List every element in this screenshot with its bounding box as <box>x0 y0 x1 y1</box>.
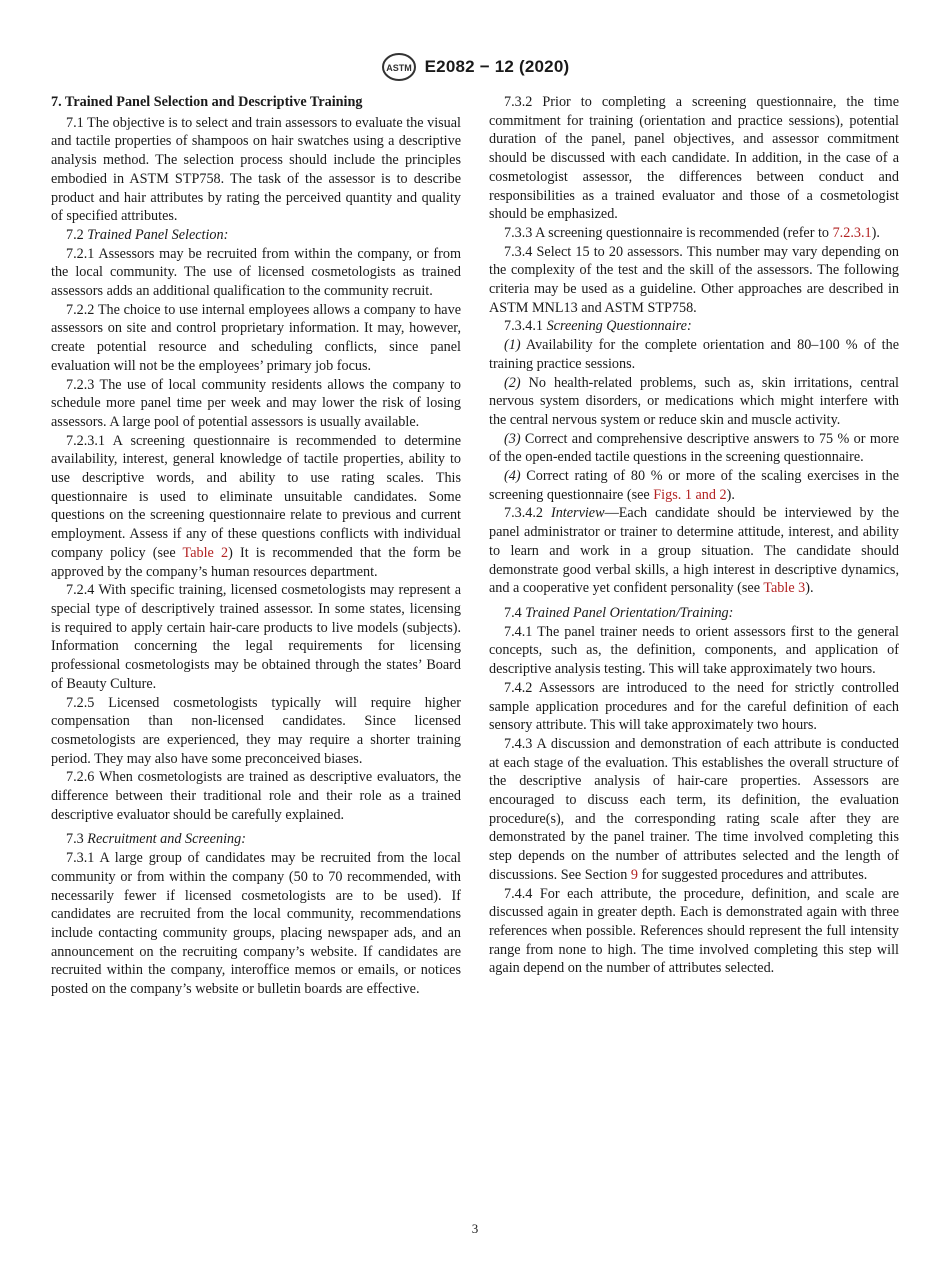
paragraph-text: —Each candidate should be interviewed by the panel administrator or trainer to determine attitude, interest, and ability to learn and work in a group situation. The candidate should demonstrate good verbal skills, a high interest in descriptive dynamics, and a cooperative yet confident personality (see <box>489 505 899 597</box>
paragraph <box>489 243 899 318</box>
paragraph <box>51 114 461 226</box>
paragraph-text: 7.3.2 Prior to completing a screening questionnaire, the time commitment for training (orientation and practice sessions), potential duration of the panel, panel objectives, and assessor commitment should be discussed with each candidate. In addition, in the case of a cosmetologist assessor, the differences between conduct and responsibilities as a trained evaluator and those of a cosmetologist should be emphasized. <box>489 94 899 223</box>
paragraph <box>489 623 899 679</box>
paragraph-text: 7.2.1 Assessors may be recruited from within the company, or from the local community. The use of licensed cosmetologists as trained assessors adds an additional qualification to the community recruit. <box>51 245 461 300</box>
paragraph-text: ). <box>871 224 880 241</box>
italic-heading: Screening Questionnaire: <box>546 318 692 335</box>
paragraph <box>489 317 899 336</box>
paragraph <box>51 768 461 824</box>
paragraph-text: ) It is recommended that the form be approved by the company’s human resources department. <box>51 544 461 580</box>
paragraph <box>489 604 899 623</box>
italic-heading: Trained Panel Selection: <box>87 226 229 243</box>
paragraph-text: 7.2.2 The choice to use internal employees allows a company to have assessors on site and control proprietary information. It may, however, create potential resource and scheduling conflicts, since panel evaluation will not be the employees’ primary job focus. <box>51 301 461 374</box>
italic-heading: Trained Panel Orientation/Training: <box>525 604 734 621</box>
paragraph <box>51 245 461 301</box>
paragraph <box>489 93 899 224</box>
paragraph <box>489 430 899 467</box>
paragraph-text: 7.2.4 With specific training, licensed cosmetologists may represent a special type of descriptively trained assessor. In some states, licensing is required to apply certain hair-care products to live models (subjects). Information concerning the legal requirements for licensing professional cosmetologists may be obtained through the states’ Board of Beauty Culture. <box>51 582 461 692</box>
astm-logo-icon <box>381 52 417 82</box>
paragraph-text: Availability for the complete orientation and 80–100 % of the training practice sessions. <box>489 337 899 372</box>
paragraph-text: for suggested procedures and attributes. <box>637 866 868 883</box>
paragraph-text: No health-related problems, such as, skin irritations, central nervous system disorders, or medications which might interfere with the central nervous system or reduce skin and muscle activity. <box>489 374 899 428</box>
paragraph <box>489 679 899 735</box>
paragraph-text: 7.4.2 Assessors are introduced to the need for strictly controlled sample application procedures and for the careful definition of each sensory attribute. This will take approximately two hours. <box>489 679 899 734</box>
paragraph <box>51 301 461 376</box>
paragraph-text: 7.3.4 Select 15 to 20 assessors. This number may vary depending on the complexity of the test and the skill of the assessors. The following criteria may be used as a guideline. Other approaches are described in ASTM MNL13 and ASTM STP758. <box>489 243 899 316</box>
cross-reference-link[interactable]: Figs. 1 and 2 <box>653 486 727 503</box>
paragraph-text: 7.3.3 A screening questionnaire is recommended (refer to <box>504 224 833 241</box>
paragraph-text: 7.2.5 Licensed cosmetologists typically will require higher compensation than non-licensed candidates. Since licensed cosmetologists are experienced, they may require a shorter training period. They may also have some preconceived biases. <box>51 694 461 767</box>
paragraph <box>51 581 461 693</box>
paragraph-text: 7.3.1 A large group of candidates may be recruited from the local community or from within the company (50 to 70 recommended, with necessarily fewer if licensed cosmetologists are to be used). If candidates are recruited from the local community, recommendations include contacting community groups, placing newspaper ads, and an announcement on the recruiting company’s website. If candidates are recruited within the company, interoffice memos or emails, or notices posted on the company’s website or bulletin boards are effective. <box>51 850 461 998</box>
paragraph <box>489 504 899 598</box>
paragraph <box>489 336 899 373</box>
paragraph <box>51 376 461 432</box>
paragraph <box>489 374 899 430</box>
page-number: 3 <box>471 1221 479 1236</box>
italic-heading: Recruitment and Screening: <box>87 831 246 848</box>
cross-reference-link[interactable]: 7.2.3.1 <box>832 224 872 241</box>
paragraph <box>489 885 899 979</box>
paragraph-text: 7.4.4 For each attribute, the procedure, definition, and scale are discussed again in greater depth. Each is demonstrated again with three references when possible. References should represent the full intensity range from none to high. The time involved completing this step will again depend on the number of attributes selected. <box>489 885 899 977</box>
paragraph-text: 7.2.3 The use of local community residents allows the company to schedule more panel time per week and may lower the risk of losing assessors. A large pool of potential assessors is usually available. <box>51 376 461 430</box>
paragraph <box>51 694 461 769</box>
list-marker: (3) <box>504 430 521 447</box>
list-marker: (1) <box>504 337 521 354</box>
paragraph-number: 7.3.4.2 <box>504 505 544 522</box>
paragraph-text: 7.4.3 A discussion and demonstration of each attribute is conducted at each stage of the evaluation. This establishes the overall structure of the descriptive analysis of hair-care properties. Assessors are encouraged to discuss each term, its definition, the evaluation procedure(s), and the corresponding rating scale after they are demonstrated by the panel trainer. The time involved completing this step depends on the number of attributes selected and the length of discussions. See Section <box>489 735 899 883</box>
paragraph-text: Correct rating of 80 % or more of the scaling exercises in the screening questionnaire (see <box>489 468 899 503</box>
paragraph <box>51 226 461 245</box>
paragraph <box>51 830 461 849</box>
paragraph-text: 7.4.1 The panel trainer needs to orient assessors first to the general concepts, such as, the definition, components, and application of descriptive analysis testing. This will take approximately two hours. <box>489 623 899 678</box>
paragraph-text: 7.2.3.1 A screening questionnaire is recommended to determine availability, interest, general knowledge of tactile properties, ability to use descriptive words, and ability to use rating scales. This questionnaire is used to eliminate unsuitable candidates. Some questions on the screening questionnaire relate to previous and current employment. Assess if any of these questions conflicts with individual company policy (see <box>51 432 461 561</box>
page-header <box>0 52 950 82</box>
paragraph-number: 7.3 <box>66 831 84 848</box>
paragraph-text: 7.1 The objective is to select and train assessors to evaluate the visual and tactile properties of shampoos on hair swatches using a descriptive analysis method. The selection process should include the principles embodied in ASTM STP758. The task of the assessor is to describe product and hair attributes by rating the perceived quantity and quality of specified attributes. <box>51 114 461 225</box>
paragraph-number: 7.4 <box>504 604 522 621</box>
section-heading: 7. Trained Panel Selection and Descriptive Training <box>51 94 363 110</box>
paragraph-text: ). <box>726 486 735 503</box>
paragraph-number: 7.3.4.1 <box>504 318 544 335</box>
paragraph-text: ). <box>805 580 814 597</box>
paragraph <box>489 467 899 504</box>
paragraph-text: 7.2.6 When cosmetologists are trained as descriptive evaluators, the difference between their traditional role and their role as a trained descriptive evaluator should be carefully explained. <box>51 769 461 823</box>
right-column <box>489 93 899 978</box>
standard-designation: E2082 − 12 (2020) <box>424 57 570 76</box>
paragraph <box>51 432 461 582</box>
list-marker: (4) <box>504 468 521 485</box>
paragraph <box>489 224 899 243</box>
paragraph <box>489 735 899 885</box>
cross-reference-link[interactable]: Table 2 <box>182 544 229 561</box>
left-column <box>51 93 461 999</box>
cross-reference-link[interactable]: 9 <box>630 866 638 883</box>
svg-text:ASTM: ASTM <box>385 63 412 73</box>
paragraph <box>51 849 461 999</box>
cross-reference-link[interactable]: Table 3 <box>763 580 806 597</box>
list-marker: (2) <box>504 374 521 391</box>
italic-heading: Interview <box>550 505 605 522</box>
paragraph-number: 7.2 <box>66 226 84 243</box>
paragraph-text: Correct and comprehensive descriptive answers to 75 % or more of the open-ended tactile questions in the screening questionnaire. <box>489 430 899 466</box>
